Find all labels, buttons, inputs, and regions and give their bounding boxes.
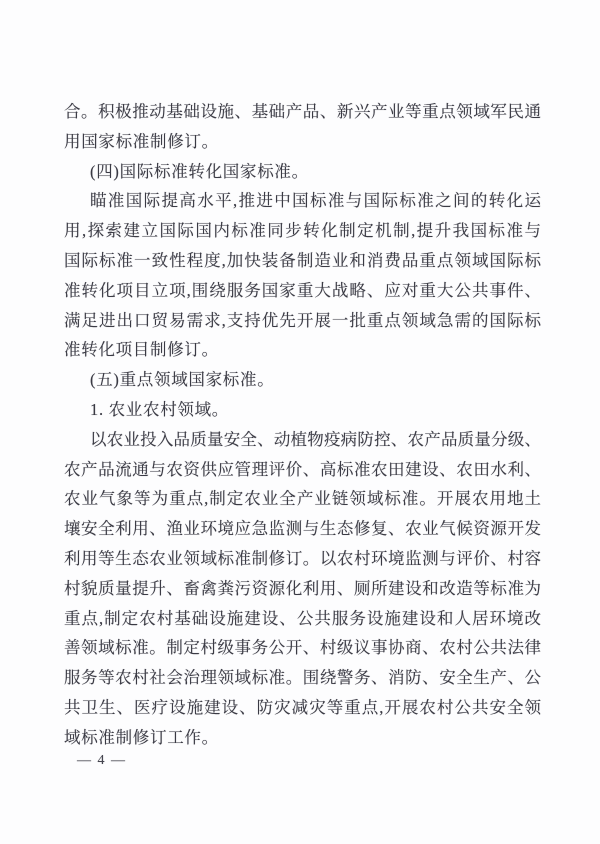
- text-line: 村貌质量提升、畜禽粪污资源化利用、厕所建设和改造等标准为: [64, 578, 541, 598]
- text-line: 壤安全利用、渔业环境应急监测与生态修复、农业气候资源开发: [64, 519, 541, 539]
- text-line: 用国家标准制修订。: [64, 131, 219, 151]
- text-line: 国际标准一致性程度,加快装备制造业和消费品重点领域国际标: [64, 250, 541, 270]
- text-line: 1. 农业农村领域。: [90, 399, 229, 419]
- text-line: 利用等生态农业领域标准制修订。以农村环境监测与评价、村容: [64, 548, 541, 568]
- text-line: 共卫生、医疗设施建设、防灾减灾等重点,开展农村公共安全领: [64, 697, 541, 717]
- text-line: 农产品流通与农资供应管理评价、高标准农田建设、农田水利、: [64, 459, 541, 479]
- text-line: 善领域标准。制定村级事务公开、村级议事协商、农村公共法律: [64, 638, 541, 658]
- page-number: — 4 —: [77, 753, 127, 768]
- document-body: [64, 97, 541, 753]
- text-line: 域标准制修订工作。: [64, 727, 219, 747]
- text-line: 准转化项目制修订。: [64, 340, 219, 360]
- text-line: 瞄准国际提高水平,推进中国标准与国际标准之间的转化运: [90, 191, 541, 211]
- text-line: 农业气象等为重点,制定农业全产业链领域标准。开展农用地土: [64, 489, 541, 509]
- text-line: 满足进出口贸易需求,支持优先开展一批重点领域急需的国际标: [64, 310, 541, 330]
- text-line: 重点,制定农村基础设施建设、公共服务设施建设和人居环境改: [64, 608, 541, 628]
- text-line: 用,探索建立国际国内标准同步转化制定机制,提升我国标准与: [64, 221, 541, 241]
- text-line: (五)重点领域国家标准。: [90, 370, 275, 390]
- text-line: 合。积极推动基础设施、基础产品、新兴产业等重点领域军民通: [64, 102, 541, 121]
- text-line: (四)国际标准转化国家标准。: [90, 161, 309, 181]
- text-line: 服务等农村社会治理领域标准。围绕警务、消防、安全生产、公: [64, 668, 541, 688]
- text-line: 准转化项目立项,围绕服务国家重大战略、应对重大公共事件、: [64, 280, 541, 300]
- text-line: 以农业投入品质量安全、动植物疫病防控、农产品质量分级、: [90, 429, 541, 449]
